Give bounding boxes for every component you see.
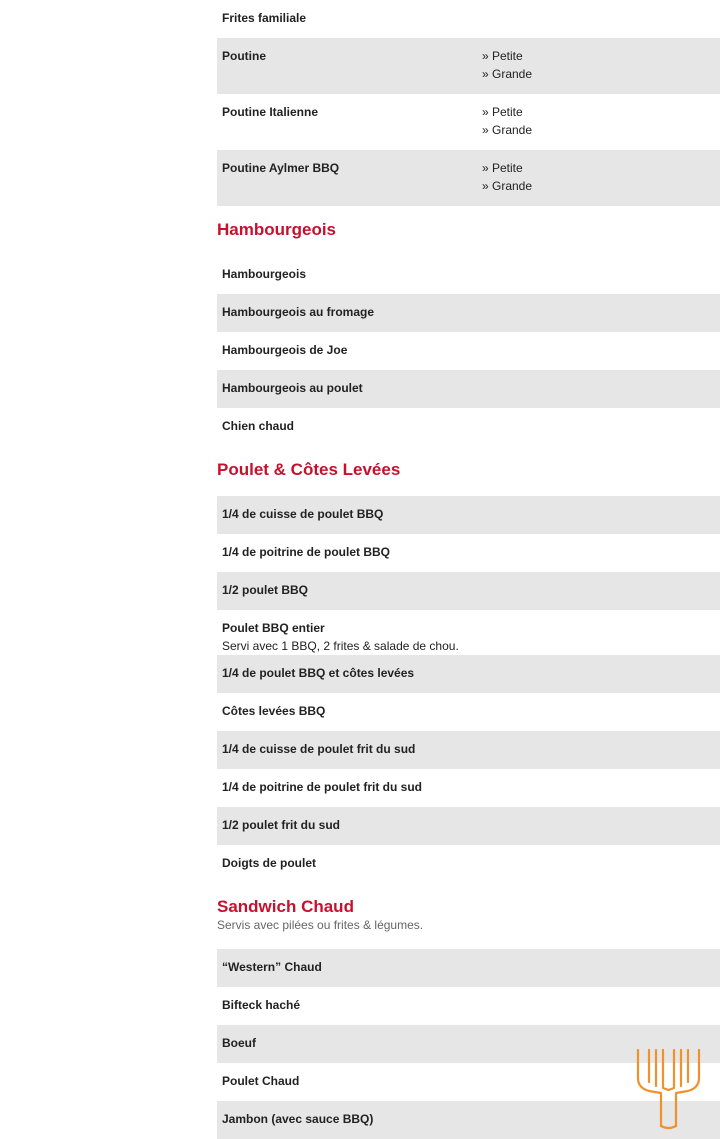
menu-item[interactable]	[217, 769, 720, 807]
item-name: 1/4 de poulet BBQ et côtes levées	[222, 666, 415, 680]
item-name: Poulet BBQ entier	[222, 621, 325, 635]
item-name: “Western” Chaud	[222, 960, 322, 974]
section-header	[217, 897, 720, 949]
item-name: Hambourgeois au fromage	[222, 305, 375, 319]
item-name: Côtes levées BBQ	[222, 704, 326, 718]
item-name: Bifteck haché	[222, 998, 301, 1012]
item-name: 1/4 de cuisse de poulet BBQ	[222, 507, 384, 521]
item-name: Poulet Chaud	[222, 1074, 300, 1088]
section-title: Hambourgeois	[217, 220, 337, 239]
menu-item[interactable]	[217, 150, 720, 206]
size-options	[482, 103, 532, 139]
menu-item[interactable]	[217, 38, 720, 94]
section-title: Sandwich Chaud	[217, 897, 354, 916]
menu-item[interactable]	[217, 534, 720, 572]
item-name: 1/4 de poitrine de poulet BBQ	[222, 545, 391, 559]
menu-item[interactable]	[217, 731, 720, 769]
menu-item[interactable]	[217, 94, 720, 150]
menu-item[interactable]	[217, 845, 720, 883]
item-name: Hambourgeois de Joe	[222, 343, 348, 357]
item-name: Poutine	[222, 49, 266, 63]
item-name: Poutine Aylmer BBQ	[222, 161, 340, 175]
menu-item[interactable]	[217, 256, 720, 294]
fork-icon	[631, 1044, 707, 1130]
item-description: Servi avec 1 BBQ, 2 frites & salade de chou.	[222, 639, 459, 653]
menu-item[interactable]	[217, 807, 720, 845]
menu-item[interactable]	[217, 610, 720, 655]
menu-item[interactable]	[217, 370, 720, 408]
menu-item[interactable]	[217, 294, 720, 332]
menu-item[interactable]	[217, 693, 720, 731]
item-name: Jambon (avec sauce BBQ)	[222, 1112, 374, 1126]
item-name: Chien chaud	[222, 419, 295, 433]
item-name: Hambourgeois au poulet	[222, 381, 363, 395]
item-name: Frites familiale	[222, 11, 307, 25]
size-option[interactable]: » Petite	[482, 105, 523, 119]
size-option[interactable]: » Petite	[482, 49, 523, 63]
item-name: 1/2 poulet BBQ	[222, 583, 309, 597]
item-name: Hambourgeois	[222, 267, 307, 281]
section-subtitle: Servis avec pilées ou frites & légumes.	[217, 918, 424, 932]
size-options	[482, 47, 532, 83]
item-name: 1/4 de cuisse de poulet frit du sud	[222, 742, 416, 756]
menu-item[interactable]	[217, 0, 720, 38]
section-header	[217, 460, 720, 496]
menu-item[interactable]	[217, 408, 720, 446]
menu-item[interactable]	[217, 332, 720, 370]
size-option[interactable]: » Grande	[482, 67, 533, 81]
section-header	[217, 220, 720, 256]
menu-list	[217, 0, 720, 1139]
size-option[interactable]: » Grande	[482, 179, 533, 193]
menu-item[interactable]	[217, 496, 720, 534]
size-option[interactable]: » Grande	[482, 123, 533, 137]
menu-item[interactable]	[217, 949, 720, 987]
size-options	[482, 159, 532, 195]
item-name: Doigts de poulet	[222, 856, 316, 870]
item-name: 1/2 poulet frit du sud	[222, 818, 341, 832]
menu-item[interactable]	[217, 655, 720, 693]
size-option[interactable]: » Petite	[482, 161, 523, 175]
item-name: Poutine Italienne	[222, 105, 319, 119]
section-title: Poulet & Côtes Levées	[217, 460, 401, 479]
item-name: Boeuf	[222, 1036, 256, 1050]
menu-item[interactable]	[217, 987, 720, 1025]
menu-item[interactable]	[217, 572, 720, 610]
item-name: 1/4 de poitrine de poulet frit du sud	[222, 780, 423, 794]
